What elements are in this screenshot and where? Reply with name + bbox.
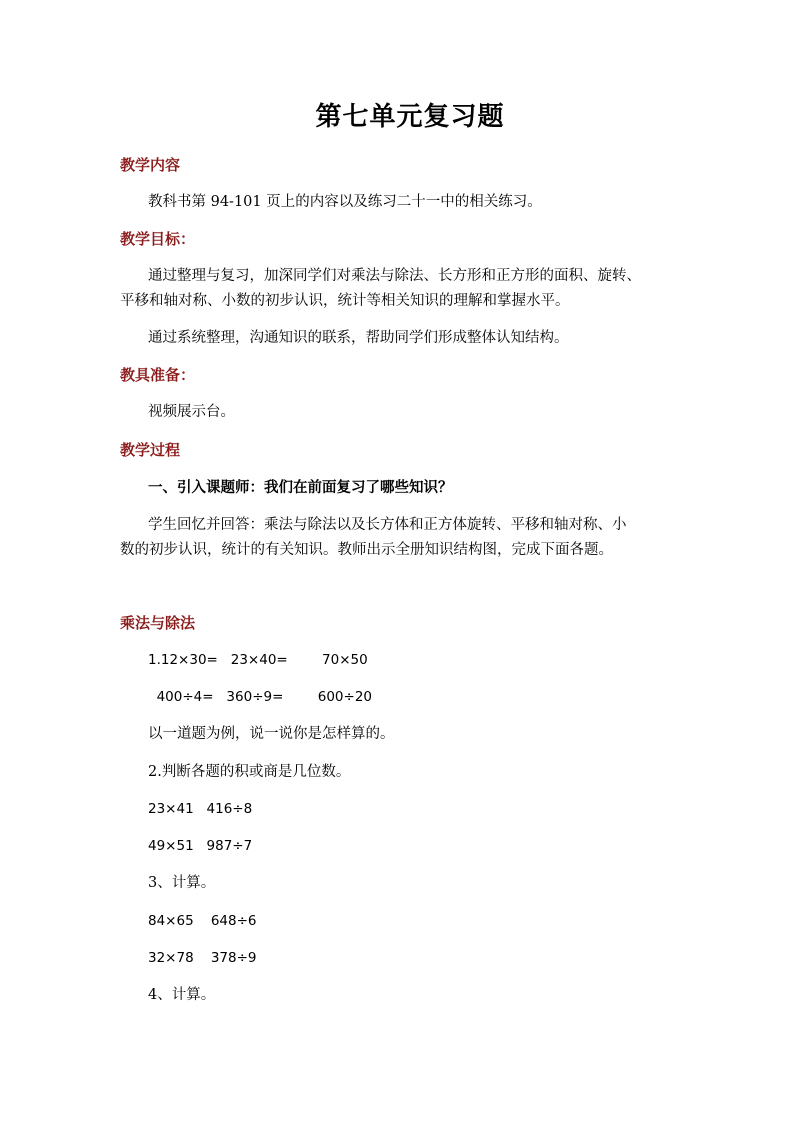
heading-content: 教学内容 (120, 156, 181, 174)
heading-multiplication-division: 乘法与除法 (120, 614, 196, 632)
q2-row-1: 23×41 416÷8 (148, 801, 253, 817)
tools-text: 视频展示台。 (148, 404, 235, 420)
q1-row-1: 1.12×30= 23×40= 70×50 (148, 652, 368, 668)
goals-text-1a: 通过整理与复习，加深同学们对乘法与除法、长方形和正方形的面积、旋转、 (148, 268, 641, 284)
heading-tools: 教具准备： (120, 366, 196, 384)
heading-goals: 教学目标： (120, 230, 196, 248)
content-text: 教科书第 94-101 页上的内容以及练习二十一中的相关练习。 (148, 194, 542, 210)
process-step-1: 一、引入课题师：我们在前面复习了哪些知识？ (148, 479, 453, 496)
q1-row-2: 400÷4= 360÷9= 600÷20 (148, 689, 373, 705)
q1-note: 以一道题为例，说一说你是怎样算的。 (148, 726, 395, 742)
process-text-a: 学生回忆并回答：乘法与除法以及长方体和正方体旋转、平移和轴对称、小 (148, 517, 627, 533)
process-text-b: 数的初步认识，统计的有关知识。教师出示全册知识结构图，完成下面各题。 (120, 542, 613, 558)
q3-row-2: 32×78 378÷9 (148, 950, 257, 966)
page-title: 第七单元复习题 (315, 102, 505, 132)
goals-text-2: 通过系统整理，沟通知识的联系，帮助同学们形成整体认知结构。 (148, 330, 569, 346)
goals-text-1b: 平移和轴对称、小数的初步认识，统计等相关知识的理解和掌握水平。 (120, 293, 570, 309)
question-4: 4、计算。 (148, 987, 216, 1003)
question-3: 3、计算。 (148, 875, 216, 891)
question-2: 2.判断各题的积或商是几位数。 (148, 764, 351, 780)
q3-row-1: 84×65 648÷6 (148, 913, 257, 929)
q2-row-2: 49×51 987÷7 (148, 838, 253, 854)
heading-process: 教学过程 (120, 441, 181, 459)
